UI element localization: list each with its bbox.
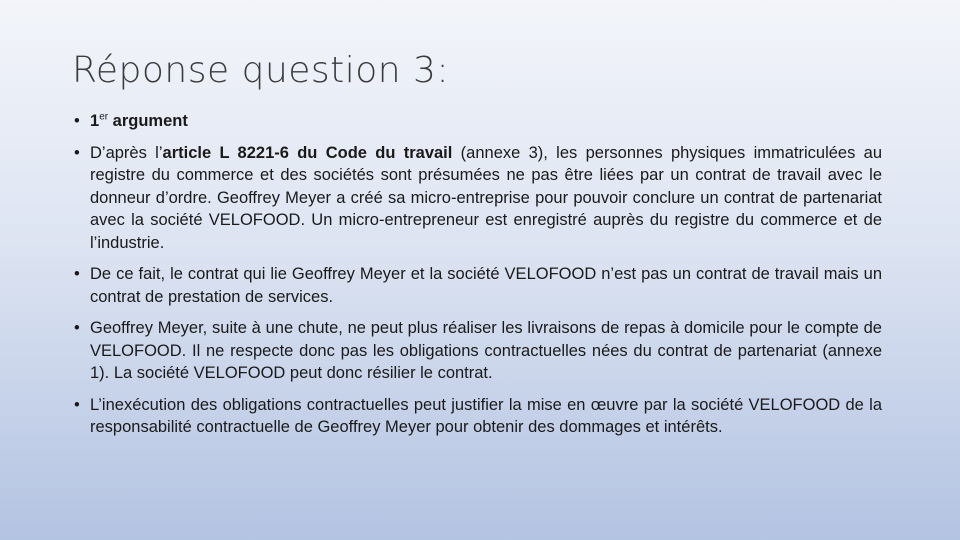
slide-title: Réponse question 3: [72, 50, 450, 91]
superscript-text: er [99, 111, 109, 123]
plain-text: (annexe 3), les personnes physiques immatriculées au registre du commerce et des sociétés sont présumées ne pas être liées par un contrat de travail avec le donneur d’ordre. Geoffrey Meyer a créé sa micro-entreprise pour pouvoir conclure un contrat de partenariat avec la société VELOFOOD. Un micro-entrepreneur est enregistré auprès du registre du commerce et de l’industrie. [90, 143, 883, 252]
bullet-text: Geoffrey Meyer, suite à une chute, ne peut plus réaliser les livraisons de repas à domicile pour le compte de VELOFOOD. Il ne respecte donc pas les obligations contractuelles nées du contrat de partenariat (annexe 1). La société VELOFOOD peut donc résilier le contrat. [90, 319, 882, 382]
bullet-text: De ce fait, le contrat qui lie Geoffrey Meyer et la société VELOFOOD n’est pas un contrat de travail mais un contrat de prestation de services. [90, 265, 882, 306]
bold-text: 1 [90, 112, 100, 130]
bullet-icon: • [74, 319, 80, 337]
bullet-text [90, 144, 882, 252]
bullet-item [72, 142, 882, 255]
bullet-text: L’inexécution des obligations contractuelles peut justifier la mise en œuvre par la société VELOFOOD de la responsabilité contractuelle de Geoffrey Meyer pour obtenir des dommages et intérêts. [90, 395, 882, 436]
bullet-item [72, 394, 882, 439]
bullet-list [72, 110, 882, 448]
bullet-item [72, 317, 882, 385]
bullet-icon: • [74, 112, 80, 130]
bullet-item [72, 110, 882, 133]
bullet-item [72, 263, 882, 308]
plain-text: D’après l’ [90, 143, 163, 162]
bullet-text [90, 112, 188, 130]
bold-text: argument [108, 112, 188, 130]
bold-text: article L 8221-6 du Code du travail [162, 143, 453, 162]
bullet-icon: • [74, 395, 80, 414]
bullet-icon: • [74, 143, 80, 162]
bullet-icon: • [74, 265, 80, 283]
